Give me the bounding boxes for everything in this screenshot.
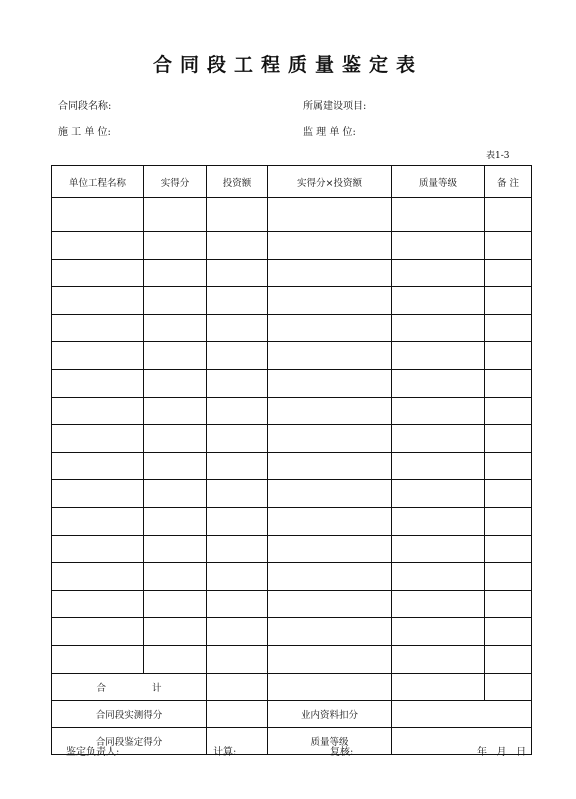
total-label: [52, 673, 207, 700]
remarks-cell[interactable]: [485, 342, 532, 370]
score-x-investment-cell[interactable]: [268, 259, 392, 287]
total-row: [52, 673, 532, 700]
quality-grade-cell[interactable]: [392, 198, 485, 232]
score-cell[interactable]: [144, 590, 207, 618]
remarks-cell[interactable]: [485, 232, 532, 260]
unit-project-name-cell[interactable]: [52, 618, 144, 646]
score-cell[interactable]: [144, 480, 207, 508]
unit-project-name-cell[interactable]: [52, 397, 144, 425]
investment-cell[interactable]: [207, 507, 268, 535]
unit-project-name-cell[interactable]: [52, 232, 144, 260]
score-cell[interactable]: [144, 452, 207, 480]
unit-project-name-cell[interactable]: [52, 507, 144, 535]
table-row: [52, 259, 532, 287]
total-score-x-investment-cell[interactable]: [268, 673, 392, 700]
total-investment-cell[interactable]: [207, 673, 268, 700]
unit-project-name-cell[interactable]: [52, 645, 144, 673]
responsible-label: 鉴定负责人:: [66, 747, 120, 758]
quality-grade-cell[interactable]: [392, 563, 485, 591]
score-x-investment-cell[interactable]: [268, 618, 392, 646]
remarks-cell[interactable]: [485, 590, 532, 618]
quality-grade-cell[interactable]: [392, 645, 485, 673]
score-cell[interactable]: [144, 342, 207, 370]
contract-section-name-label: 合同段名称:: [58, 101, 112, 112]
unit-project-name-cell[interactable]: [52, 314, 144, 342]
table-row: [52, 342, 532, 370]
investment-cell[interactable]: [207, 645, 268, 673]
total-quality-grade-cell[interactable]: [392, 673, 485, 700]
header-remarks: 备 注: [485, 166, 532, 198]
unit-project-name-cell[interactable]: [52, 563, 144, 591]
score-x-investment-cell[interactable]: [268, 198, 392, 232]
remarks-cell[interactable]: [485, 397, 532, 425]
score-cell[interactable]: [144, 618, 207, 646]
internal-deduction-label: 业内资料扣分: [268, 700, 392, 727]
score-cell[interactable]: [144, 314, 207, 342]
unit-project-name-cell[interactable]: [52, 535, 144, 563]
score-cell[interactable]: [144, 535, 207, 563]
unit-project-name-cell[interactable]: [52, 342, 144, 370]
investment-cell[interactable]: [207, 369, 268, 397]
table-row: [52, 425, 532, 453]
table-row: [52, 590, 532, 618]
unit-project-name-cell[interactable]: [52, 590, 144, 618]
quality-grade-cell[interactable]: [392, 259, 485, 287]
score-x-investment-cell[interactable]: [268, 452, 392, 480]
quality-grade-cell[interactable]: [392, 397, 485, 425]
table-row: [52, 287, 532, 315]
remarks-cell[interactable]: [485, 452, 532, 480]
table-row: [52, 232, 532, 260]
table-row: [52, 618, 532, 646]
table-row: [52, 563, 532, 591]
total-label-right: 计: [152, 682, 162, 694]
score-cell[interactable]: [144, 645, 207, 673]
date-label: 年 月 日: [477, 747, 527, 758]
unit-project-name-cell[interactable]: [52, 198, 144, 232]
remarks-cell[interactable]: [485, 507, 532, 535]
remarks-cell[interactable]: [485, 618, 532, 646]
table-row: [52, 369, 532, 397]
remarks-cell[interactable]: [485, 645, 532, 673]
remarks-cell[interactable]: [485, 259, 532, 287]
score-x-investment-cell[interactable]: [268, 314, 392, 342]
score-cell[interactable]: [144, 287, 207, 315]
supervision-unit-label: 监 理 单 位:: [303, 127, 356, 138]
score-x-investment-cell[interactable]: [268, 480, 392, 508]
table-row: [52, 397, 532, 425]
header-row: [52, 166, 532, 198]
investment-cell[interactable]: [207, 535, 268, 563]
quality-grade-cell[interactable]: [392, 480, 485, 508]
score-cell[interactable]: [144, 198, 207, 232]
project-label: 所属建设项目:: [303, 101, 367, 112]
remarks-cell[interactable]: [485, 198, 532, 232]
investment-cell[interactable]: [207, 425, 268, 453]
remarks-cell[interactable]: [485, 480, 532, 508]
investment-cell[interactable]: [207, 314, 268, 342]
header-score: 实得分: [144, 166, 207, 198]
investment-cell[interactable]: [207, 232, 268, 260]
page-title: 合同段工程质量鉴定表: [152, 54, 423, 76]
table-row: [52, 480, 532, 508]
investment-cell[interactable]: [207, 198, 268, 232]
score-cell[interactable]: [144, 563, 207, 591]
quality-grade-cell[interactable]: [392, 535, 485, 563]
table-row: [52, 535, 532, 563]
measured-score-value[interactable]: [207, 700, 268, 727]
quality-grade-cell[interactable]: [392, 342, 485, 370]
assessed-score-label: 合同段鉴定得分: [52, 727, 207, 754]
score-x-investment-cell[interactable]: [268, 507, 392, 535]
table-row: [52, 507, 532, 535]
score-cell[interactable]: [144, 397, 207, 425]
score-x-investment-cell[interactable]: [268, 369, 392, 397]
remarks-cell[interactable]: [485, 425, 532, 453]
total-remarks-cell[interactable]: [485, 673, 532, 700]
table-row: [52, 645, 532, 673]
score-cell[interactable]: [144, 259, 207, 287]
measured-score-label: 合同段实测得分: [52, 700, 207, 727]
investment-cell[interactable]: [207, 342, 268, 370]
quality-grade-cell[interactable]: [392, 507, 485, 535]
measured-score-row: [52, 700, 532, 727]
investment-cell[interactable]: [207, 480, 268, 508]
quality-table-container: [51, 165, 531, 748]
unit-project-name-cell[interactable]: [52, 480, 144, 508]
score-cell[interactable]: [144, 232, 207, 260]
unit-project-name-cell[interactable]: [52, 452, 144, 480]
investment-cell[interactable]: [207, 452, 268, 480]
header-score-x-investment: 实得分×投资额: [268, 166, 392, 198]
score-x-investment-cell[interactable]: [268, 590, 392, 618]
internal-deduction-value[interactable]: [392, 700, 532, 727]
investment-cell[interactable]: [207, 590, 268, 618]
score-cell[interactable]: [144, 507, 207, 535]
quality-grade-cell[interactable]: [392, 425, 485, 453]
score-x-investment-cell[interactable]: [268, 425, 392, 453]
quality-table: [51, 165, 532, 755]
quality-grade-cell[interactable]: [392, 287, 485, 315]
construction-unit-label: 施 工 单 位:: [58, 127, 111, 138]
table-row: [52, 314, 532, 342]
header-unit-project-name: 单位工程名称: [52, 166, 144, 198]
investment-cell[interactable]: [207, 287, 268, 315]
score-x-investment-cell[interactable]: [268, 645, 392, 673]
total-label-left: 合: [96, 682, 106, 694]
score-x-investment-cell[interactable]: [268, 535, 392, 563]
quality-grade-cell[interactable]: [392, 314, 485, 342]
score-cell[interactable]: [144, 369, 207, 397]
table-row: [52, 452, 532, 480]
quality-grade-cell[interactable]: [392, 452, 485, 480]
investment-cell[interactable]: [207, 397, 268, 425]
unit-project-name-cell[interactable]: [52, 425, 144, 453]
score-x-investment-cell[interactable]: [268, 342, 392, 370]
quality-grade-cell[interactable]: [392, 232, 485, 260]
table-number: 表1-3: [486, 151, 510, 161]
remarks-cell[interactable]: [485, 535, 532, 563]
remarks-cell[interactable]: [485, 563, 532, 591]
investment-cell[interactable]: [207, 618, 268, 646]
investment-cell[interactable]: [207, 563, 268, 591]
review-label: 复核:: [330, 747, 354, 758]
investment-cell[interactable]: [207, 259, 268, 287]
unit-project-name-cell[interactable]: [52, 259, 144, 287]
score-x-investment-cell[interactable]: [268, 232, 392, 260]
header-investment: 投资额: [207, 166, 268, 198]
quality-grade-cell[interactable]: [392, 590, 485, 618]
quality-grade-cell[interactable]: [392, 618, 485, 646]
unit-project-name-cell[interactable]: [52, 369, 144, 397]
score-cell[interactable]: [144, 425, 207, 453]
header-quality-grade: 质量等级: [392, 166, 485, 198]
score-x-investment-cell[interactable]: [268, 397, 392, 425]
score-x-investment-cell[interactable]: [268, 287, 392, 315]
table-row: [52, 198, 532, 232]
remarks-cell[interactable]: [485, 287, 532, 315]
assessed-score-row: [52, 727, 532, 754]
remarks-cell[interactable]: [485, 369, 532, 397]
remarks-cell[interactable]: [485, 314, 532, 342]
quality-grade-cell[interactable]: [392, 369, 485, 397]
unit-project-name-cell[interactable]: [52, 287, 144, 315]
calc-label: 计算:: [213, 747, 237, 758]
score-x-investment-cell[interactable]: [268, 563, 392, 591]
quality-grade-label: 质量等级: [268, 727, 392, 754]
